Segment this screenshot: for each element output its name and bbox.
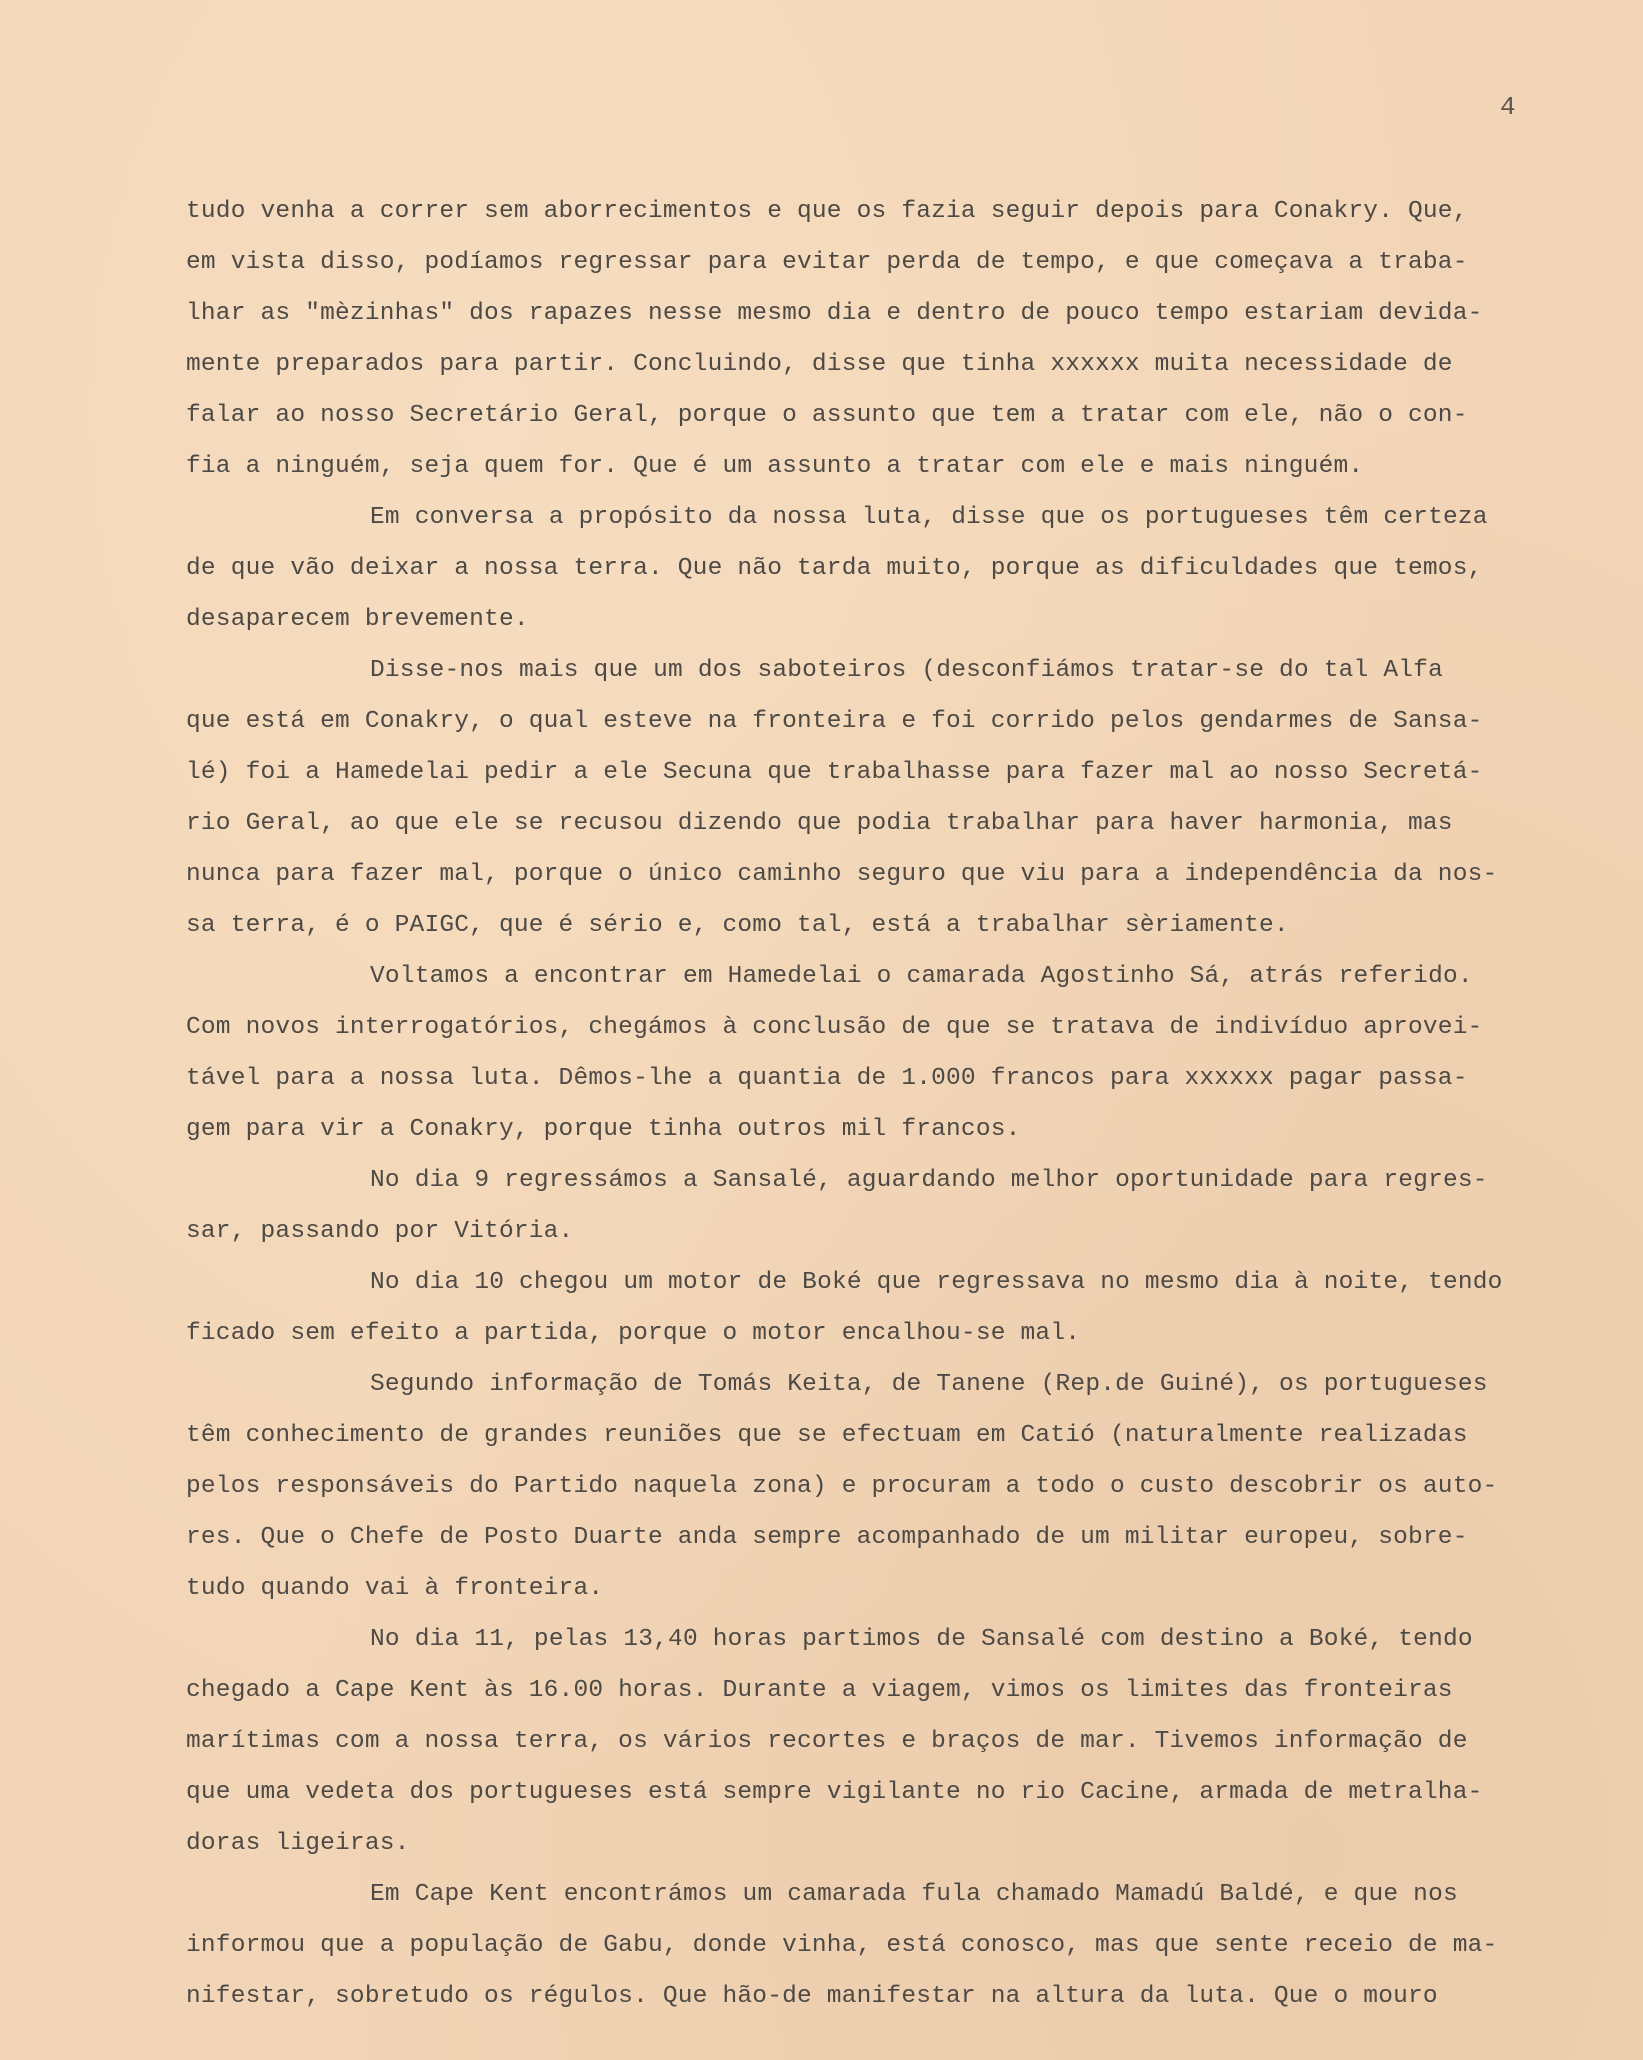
text-line: falar ao nosso Secretário Geral, porque o assunto que tem a tratar com ele, não o con- bbox=[186, 402, 1468, 429]
text-line: marítimas com a nossa terra, os vários recortes e braços de mar. Tivemos informação de bbox=[186, 1728, 1468, 1755]
text-line: tável para a nossa luta. Dêmos-lhe a quantia de 1.000 francos para xxxxxx pagar passa- bbox=[186, 1065, 1468, 1092]
text-line: pelos responsáveis do Partido naquela zona) e procuram a todo o custo descobrir os auto- bbox=[186, 1473, 1498, 1500]
text-line: Voltamos a encontrar em Hamedelai o camarada Agostinho Sá, atrás referido. bbox=[370, 963, 1473, 990]
text-line: que está em Conakry, o qual esteve na fronteira e foi corrido pelos gendarmes de Sansa- bbox=[186, 708, 1483, 735]
text-line: rio Geral, ao que ele se recusou dizendo que podia trabalhar para haver harmonia, mas bbox=[186, 810, 1453, 837]
text-line: Com novos interrogatórios, chegámos à conclusão de que se tratava de indivíduo aprovei- bbox=[186, 1014, 1483, 1041]
typewritten-body bbox=[186, 186, 1566, 2022]
text-line: Em conversa a propósito da nossa luta, disse que os portugueses têm certeza bbox=[370, 504, 1488, 531]
text-line: nunca para fazer mal, porque o único caminho seguro que viu para a independência da nos- bbox=[186, 861, 1498, 888]
text-line: ficado sem efeito a partida, porque o motor encalhou-se mal. bbox=[186, 1320, 1081, 1347]
text-line: Disse-nos mais que um dos saboteiros (desconfiámos tratar-se do tal Alfa bbox=[370, 657, 1443, 684]
text-line: em vista disso, podíamos regressar para evitar perda de tempo, e que começava a traba- bbox=[186, 249, 1468, 276]
text-line: Segundo informação de Tomás Keita, de Tanene (Rep.de Guiné), os portugueses bbox=[370, 1371, 1488, 1398]
text-line: sar, passando por Vitória. bbox=[186, 1218, 574, 1245]
text-line: No dia 9 regressámos a Sansalé, aguardando melhor oportunidade para regres- bbox=[370, 1167, 1488, 1194]
text-line: chegado a Cape Kent às 16.00 horas. Durante a viagem, vimos os limites das fronteiras bbox=[186, 1677, 1453, 1704]
text-line: gem para vir a Conakry, porque tinha outros mil francos. bbox=[186, 1116, 1021, 1143]
text-line: tudo venha a correr sem aborrecimentos e que os fazia seguir depois para Conakry. Que, bbox=[186, 198, 1468, 225]
text-line: sa terra, é o PAIGC, que é sério e, como tal, está a trabalhar sèriamente. bbox=[186, 912, 1289, 939]
page-number: 4 bbox=[1500, 92, 1516, 122]
text-line: fia a ninguém, seja quem for. Que é um assunto a tratar com ele e mais ninguém. bbox=[186, 453, 1364, 480]
text-line: No dia 11, pelas 13,40 horas partimos de Sansalé com destino a Boké, tendo bbox=[370, 1626, 1473, 1653]
text-line: nifestar, sobretudo os régulos. Que hão-de manifestar na altura da luta. Que o mouro bbox=[186, 1983, 1438, 2010]
text-line: têm conhecimento de grandes reuniões que se efectuam em Catió (naturalmente realizadas bbox=[186, 1422, 1468, 1449]
text-line: tudo quando vai à fronteira. bbox=[186, 1575, 604, 1602]
text-line: mente preparados para partir. Concluindo, disse que tinha xxxxxx muita necessidade de bbox=[186, 351, 1453, 378]
text-line: lhar as "mèzinhas" dos rapazes nesse mesmo dia e dentro de pouco tempo estariam devida- bbox=[186, 300, 1483, 327]
text-line: de que vão deixar a nossa terra. Que não tarda muito, porque as dificuldades que temos, bbox=[186, 555, 1483, 582]
text-line: res. Que o Chefe de Posto Duarte anda sempre acompanhado de um militar europeu, sobre- bbox=[186, 1524, 1468, 1551]
text-line: lé) foi a Hamedelai pedir a ele Secuna que trabalhasse para fazer mal ao nosso Secretá- bbox=[186, 759, 1483, 786]
text-line: doras ligeiras. bbox=[186, 1830, 410, 1857]
text-line: No dia 10 chegou um motor de Boké que regressava no mesmo dia à noite, tendo bbox=[370, 1269, 1503, 1296]
text-line: Em Cape Kent encontrámos um camarada fula chamado Mamadú Baldé, e que nos bbox=[370, 1881, 1458, 1908]
text-line: desaparecem brevemente. bbox=[186, 606, 529, 633]
text-line: informou que a população de Gabu, donde vinha, está conosco, mas que sente receio de ma- bbox=[186, 1932, 1498, 1959]
text-line: que uma vedeta dos portugueses está sempre vigilante no rio Cacine, armada de metralha- bbox=[186, 1779, 1483, 1806]
